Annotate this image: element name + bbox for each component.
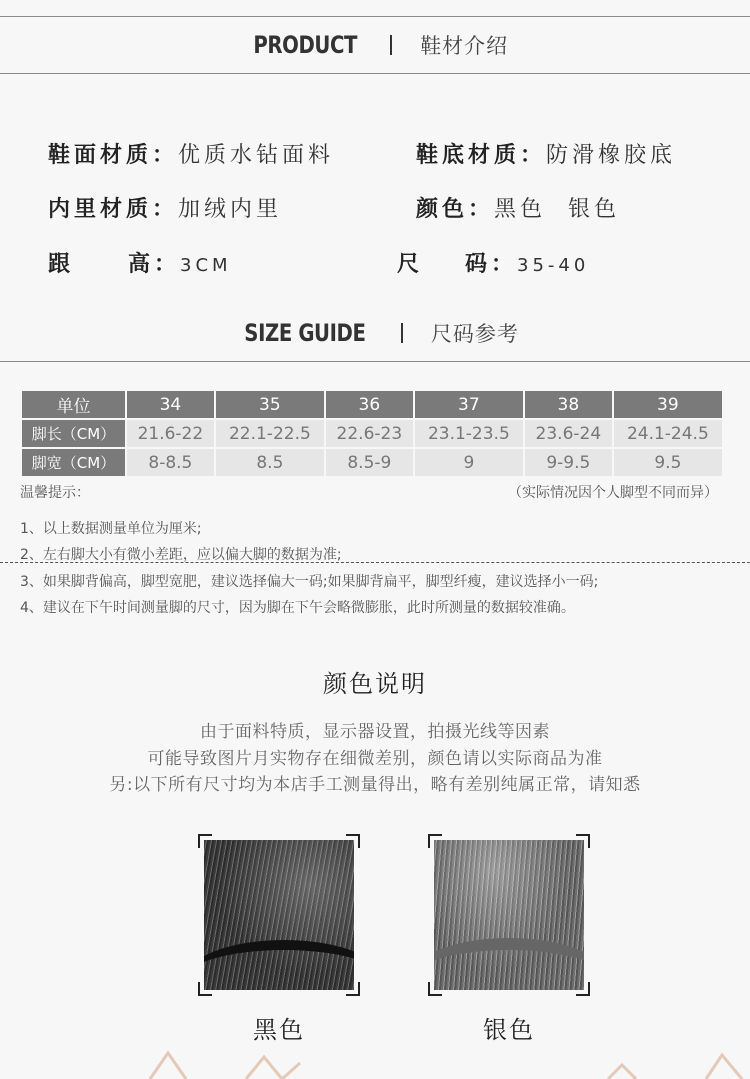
spec-upper — [48, 138, 334, 169]
table-header-cell: 37 — [415, 391, 523, 418]
table-cell: 21.6-22 — [127, 420, 214, 447]
color-desc-line: 另:以下所有尺寸均为本店手工测量得出，略有差别纯属正常，请知悉 — [109, 775, 641, 795]
deco-stroke — [706, 1055, 742, 1079]
spec-size-key-a: 尺 — [397, 252, 424, 277]
tip-item: 2、左右脚大小有微小差距，应以偏大脚的数据为准; — [20, 547, 342, 563]
swatch-label-black: 黑色 — [253, 1016, 305, 1044]
color-desc-line: 由于面料特质，显示器设置，拍摄光线等因素 — [200, 722, 550, 742]
tips-aside: （实际情况因个人脚型不同而异） — [508, 485, 718, 501]
spec-color — [416, 192, 620, 223]
table-header-cell: 35 — [216, 391, 324, 418]
dashed-divider — [0, 562, 750, 563]
table-cell: 23.1-23.5 — [415, 420, 523, 447]
spec-lining — [48, 192, 282, 223]
table-cell: 8-8.5 — [127, 449, 214, 476]
table-header-cell: 36 — [326, 391, 413, 418]
table-header-cell: 单位 — [22, 391, 125, 418]
spec-heel-key-b: 高： — [128, 252, 181, 277]
size-guide-header-en: SIZE GUIDE — [244, 318, 366, 347]
header-divider — [401, 323, 403, 343]
table-header-cell: 39 — [614, 391, 722, 418]
swatch-label-silver: 银色 — [483, 1016, 535, 1044]
tip-item: 1、以上数据测量单位为厘米; — [20, 521, 202, 537]
silver-shoe-image — [434, 840, 584, 990]
spec-sole-key: 鞋底材质： — [416, 143, 547, 168]
decorative-strokes — [0, 1045, 750, 1079]
swatch-black[interactable] — [198, 834, 360, 996]
size-guide-header-zh: 尺码参考 — [430, 321, 519, 346]
spec-lining-key: 内里材质： — [48, 197, 179, 222]
table-cell: 9.5 — [614, 449, 722, 476]
table-cell: 24.1-24.5 — [614, 420, 722, 447]
header-divider — [390, 35, 392, 55]
size-table-header-row — [22, 391, 722, 418]
spec-heel-value: 3CM — [180, 255, 232, 276]
table-cell: 8.5 — [216, 449, 324, 476]
size-guide-header — [0, 304, 750, 362]
table-row — [22, 420, 722, 447]
table-cell: 22.1-22.5 — [216, 420, 324, 447]
table-header-cell: 38 — [525, 391, 612, 418]
deco-stroke — [608, 1065, 636, 1079]
spec-upper-key: 鞋面材质： — [48, 143, 179, 168]
product-header-en: PRODUCT — [253, 31, 357, 59]
table-header-cell: 34 — [127, 391, 214, 418]
table-cell: 9 — [415, 449, 523, 476]
spec-sole-value: 防滑橡胶底 — [546, 143, 677, 168]
spec-sole — [416, 138, 676, 169]
spec-color-value: 黑色 银色 — [494, 197, 621, 222]
spec-lining-value: 加绒内里 — [178, 197, 283, 222]
product-header — [0, 16, 750, 74]
spec-color-key: 颜色： — [416, 197, 495, 222]
spec-size-key-b: 码： — [465, 252, 518, 277]
swatch-silver[interactable] — [428, 834, 590, 996]
table-row — [22, 449, 722, 476]
table-cell: 8.5-9 — [326, 449, 413, 476]
tip-item: 4、建议在下午时间测量脚的尺寸，因为脚在下午会略微膨胀，此时所测量的数据较准确。 — [20, 600, 575, 616]
tips-title: 温馨提示： — [20, 485, 90, 501]
table-cell: 9-9.5 — [525, 449, 612, 476]
table-row-label: 脚宽（CM） — [22, 449, 125, 476]
deco-stroke — [150, 1053, 186, 1079]
table-cell: 22.6-23 — [326, 420, 413, 447]
spec-heel-key-a: 跟 — [48, 252, 75, 277]
color-section-title: 颜色说明 — [323, 670, 427, 698]
product-header-zh: 鞋材介绍 — [420, 34, 509, 58]
spec-upper-value: 优质水钻面料 — [178, 143, 335, 168]
color-desc-line: 可能导致图片月实物存在细微差别，颜色请以实际商品为准 — [147, 749, 603, 769]
size-table — [20, 389, 724, 478]
table-cell: 23.6-24 — [525, 420, 612, 447]
spec-size — [397, 247, 589, 278]
table-row-label: 脚长（CM） — [22, 420, 125, 447]
spec-heel — [48, 247, 232, 278]
deco-stroke — [246, 1057, 300, 1079]
black-shoe-image — [204, 840, 354, 990]
spec-size-value: 35-40 — [517, 255, 590, 276]
tip-item: 3、如果脚背偏高，脚型宽肥，建议选择偏大一码;如果脚背扁平，脚型纤瘦，建议选择小一码; — [20, 574, 599, 590]
